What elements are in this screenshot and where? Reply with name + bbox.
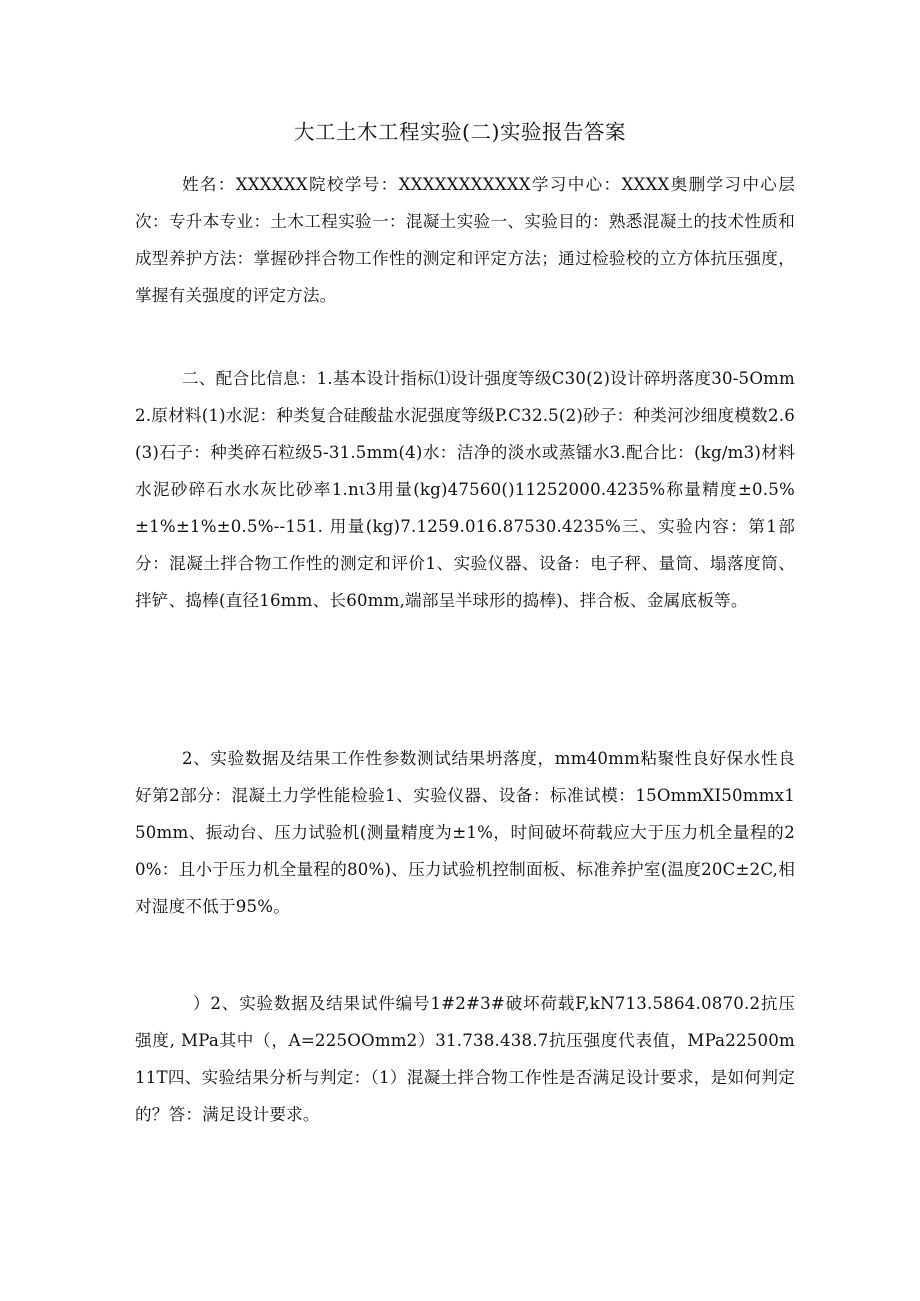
paragraph-student-info-and-purpose: 姓名：XXXXXX院校学号：XXXXXXXXXXX学习中心：XXXX奥删学习中心层次：专升本专业：土木工程实验一：混凝土实验一、实验目的：熟悉混凝土的技术性质和成型养护方法：掌握砂拌合物工作性的测定和评定方法；通过检验校的立方体抗压强度，掌握有关强度的评定方法。	[135, 175, 795, 305]
paragraph-workability-results: 2、实验数据及结果工作性参数测试结果坍落度，mm40mm粘聚性良好保水性良好第2部分：混凝土力学性能检验1、实验仪器、设备：标准试模：15OmmXI50mmx150mm、振动台、压力试验机(测量精度为±1%，时间破坏荷载应大于压力机全量程的20%：且小于压力机全量程的80%)、压力试验机控制面板、标准养护室(温度20C±2C,相对湿度不低于95%。	[135, 749, 795, 916]
document-title: 大工土木工程实验(二)实验报告答案	[294, 120, 626, 144]
paragraph-mix-design-info: 二、配合比信息：1.基本设计指标⑴设计强度等级C30(2)设计碎坍落度30-5Omm2.原材料(1)水泥：种类复合硅酸盐水泥强度等级P.C32.5(2)砂子：种类河沙细度模数2.6(3)石子：种类碎石粒级5-31.5mm(4)水：洁净的淡水或蒸镭水3.配合比：(kg∕m3)材料水泥砂碎石水水灰比砂率1.nι3用量(kg)47560()11252000.4235%称量精度±0.5%±1%±1%±0.5%--151. 用量(kg)7.1259.016.87530.4235%三、实验内容：第1部分：混凝土拌合物工作性的测定和评价1、实验仪器、设备：电子秤、量筒、塌落度筒、拌铲、捣棒(直径16mm、长60mm,端部呈半球形的捣棒)、拌合板、金属底板等。	[135, 369, 795, 610]
paragraph-strength-results: ）2、实验数据及结果试件编号1#2#3#破坏荷载F,kN713.5864.0870.2抗压强度, MPa其中（，A=225OOmm2）31.738.438.7抗压强度代表值，MPa22500m11T四、实验结果分析与判定：（1）混凝土拌合物工作性是否满足设计要求，是如何判定的？答：满足设计要求。	[135, 994, 795, 1124]
